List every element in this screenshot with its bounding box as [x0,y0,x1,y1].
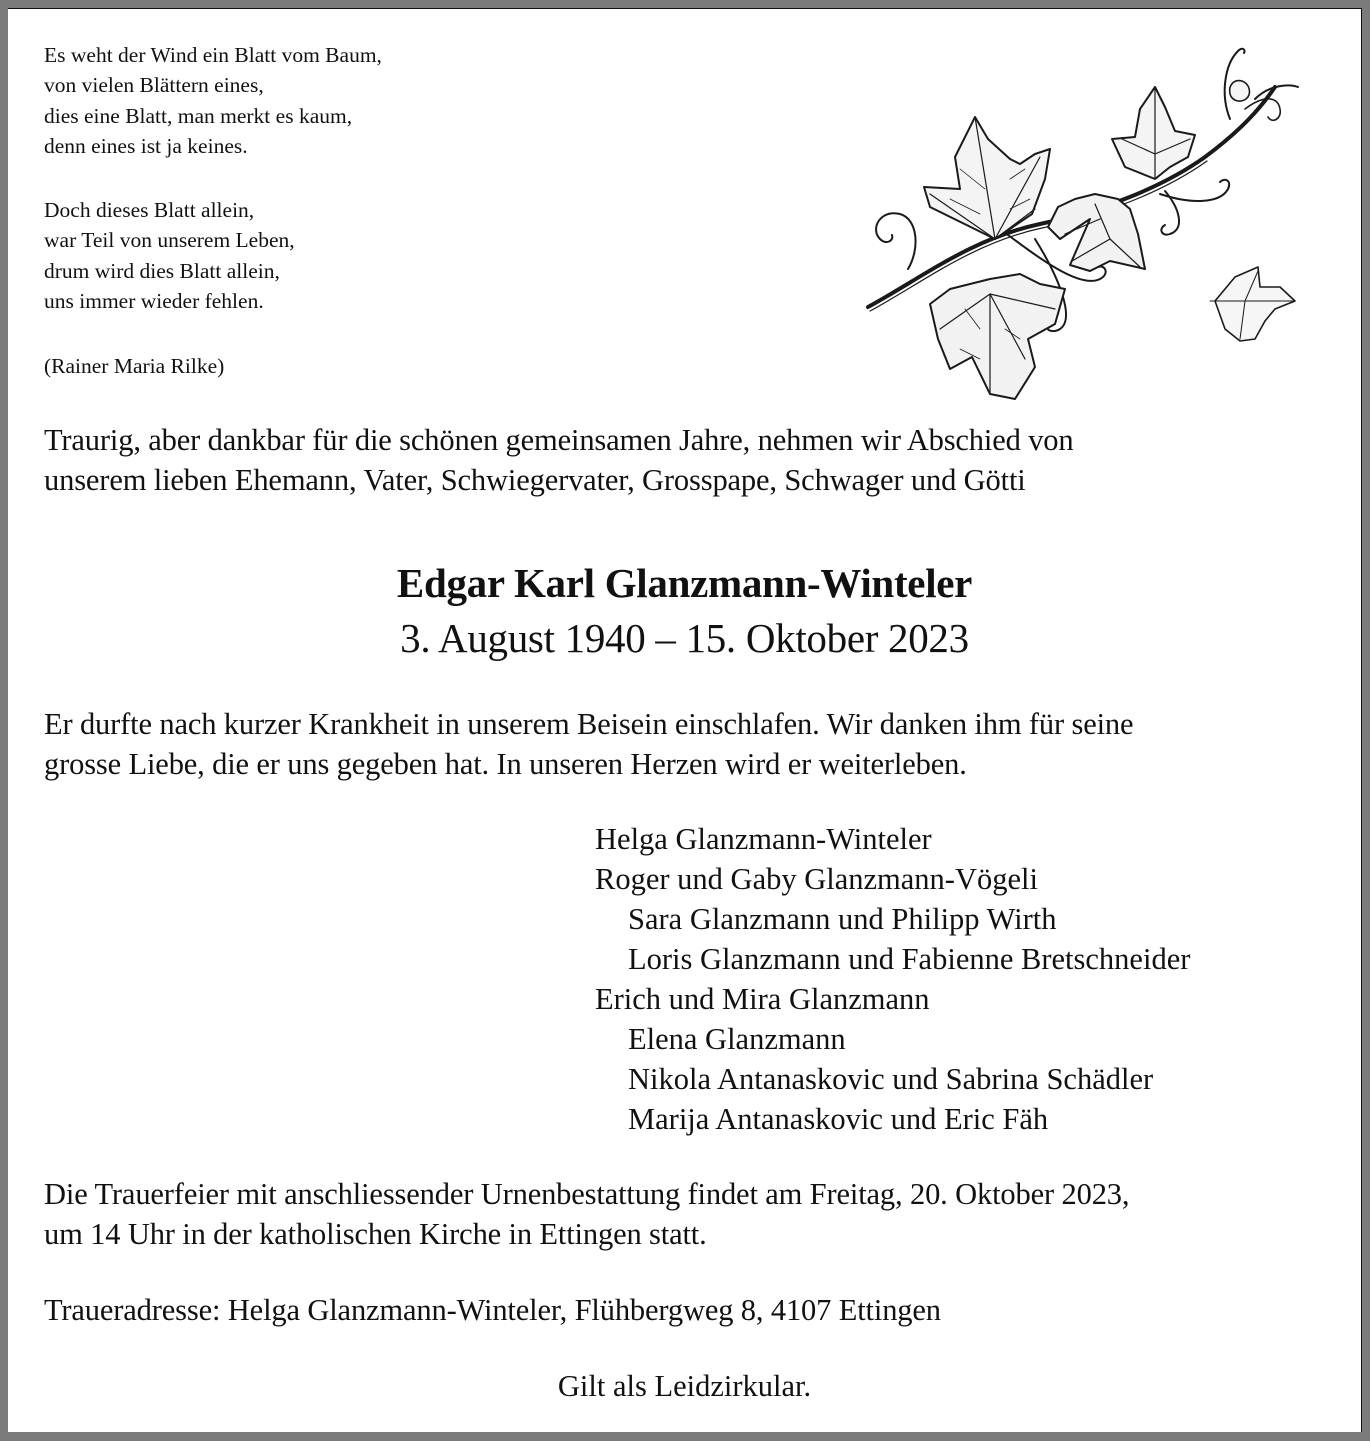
message-line: grosse Liebe, die er uns gegeben hat. In unseren Herzen wird er weiterleben. [44,747,967,781]
deceased-dates: 3. August 1940 – 15. Oktober 2023 [400,615,969,661]
intro-line: unserem lieben Ehemann, Vater, Schwiegervater, Grosspape, Schwager und Götti [44,463,1026,497]
ceremony-line: um 14 Uhr in der katholischen Kirche in Ettingen statt. [44,1217,707,1251]
citation-gap [44,316,382,351]
ceremony-line: Die Trauerfeier mit anschliessender Urnenbestattung findet am Freitag, 20. Oktober 2023, [44,1177,1130,1211]
ceremony-paragraph [44,1174,1129,1254]
intro-line: Traurig, aber dankbar für die schönen gemeinsamen Jahre, nehmen wir Abschied von [44,423,1074,457]
tendril [876,213,915,269]
poem-citation: (Rainer Maria Rilke) [44,354,225,379]
poem-line: uns immer wieder fehlen. [44,289,264,314]
family-member: Nikola Antanaskovic und Sabrina Schädler [628,1062,1154,1096]
poem-line: denn eines ist ja keines. [44,133,248,158]
family-member: Roger und Gaby Glanzmann-Vögeli [595,862,1038,896]
ivy-leaf [1048,194,1145,271]
closing-note: Gilt als Leidzirkular. [557,1369,812,1403]
ivy-leaf [1112,87,1195,179]
family-member: Marija Antanaskovic und Eric Fäh [628,1102,1049,1136]
poem-line: drum wird dies Blatt allein, [44,258,280,283]
ivy-leaf [930,274,1065,399]
message-line: Er durfte nach kurzer Krankheit in unserem Beisein einschlafen. Wir danken ihm für seine [44,707,1134,741]
intro-paragraph [44,420,1074,500]
ivy-leaf [924,117,1050,239]
family-member: Erich und Mira Glanzmann [595,982,930,1016]
family-member: Helga Glanzmann-Winteler [595,822,932,856]
address-line: Traueradresse: Helga Glanzmann-Winteler, Flühbergweg 8, 4107 Ettingen [44,1293,941,1327]
message-paragraph [44,704,1133,784]
stanza-gap [44,161,382,195]
ivy-bud [1230,81,1250,101]
ivy-vine-icon [860,39,1300,409]
family-member: Elena Glanzmann [628,1022,846,1056]
mourning-address [44,1290,941,1330]
tendril [1255,85,1298,99]
family-member: Loris Glanzmann und Fabienne Bretschneider [628,942,1191,976]
ivy-leaf [1210,267,1295,341]
poem-line: von vielen Blättern eines, [44,73,264,98]
poem-line: war Teil von unserem Leben, [44,228,295,253]
poem-line: Doch dieses Blatt allein, [44,198,255,223]
family-list [595,819,1190,1139]
poem-line: Es weht der Wind ein Blatt vom Baum, [44,43,382,67]
poem [44,40,382,382]
deceased-name: Edgar Karl Glanzmann-Winteler [396,560,973,606]
obituary-page [8,8,1362,1432]
family-member: Sara Glanzmann und Philipp Wirth [628,902,1057,936]
poem-line: dies eine Blatt, man merkt es kaum, [44,103,353,128]
